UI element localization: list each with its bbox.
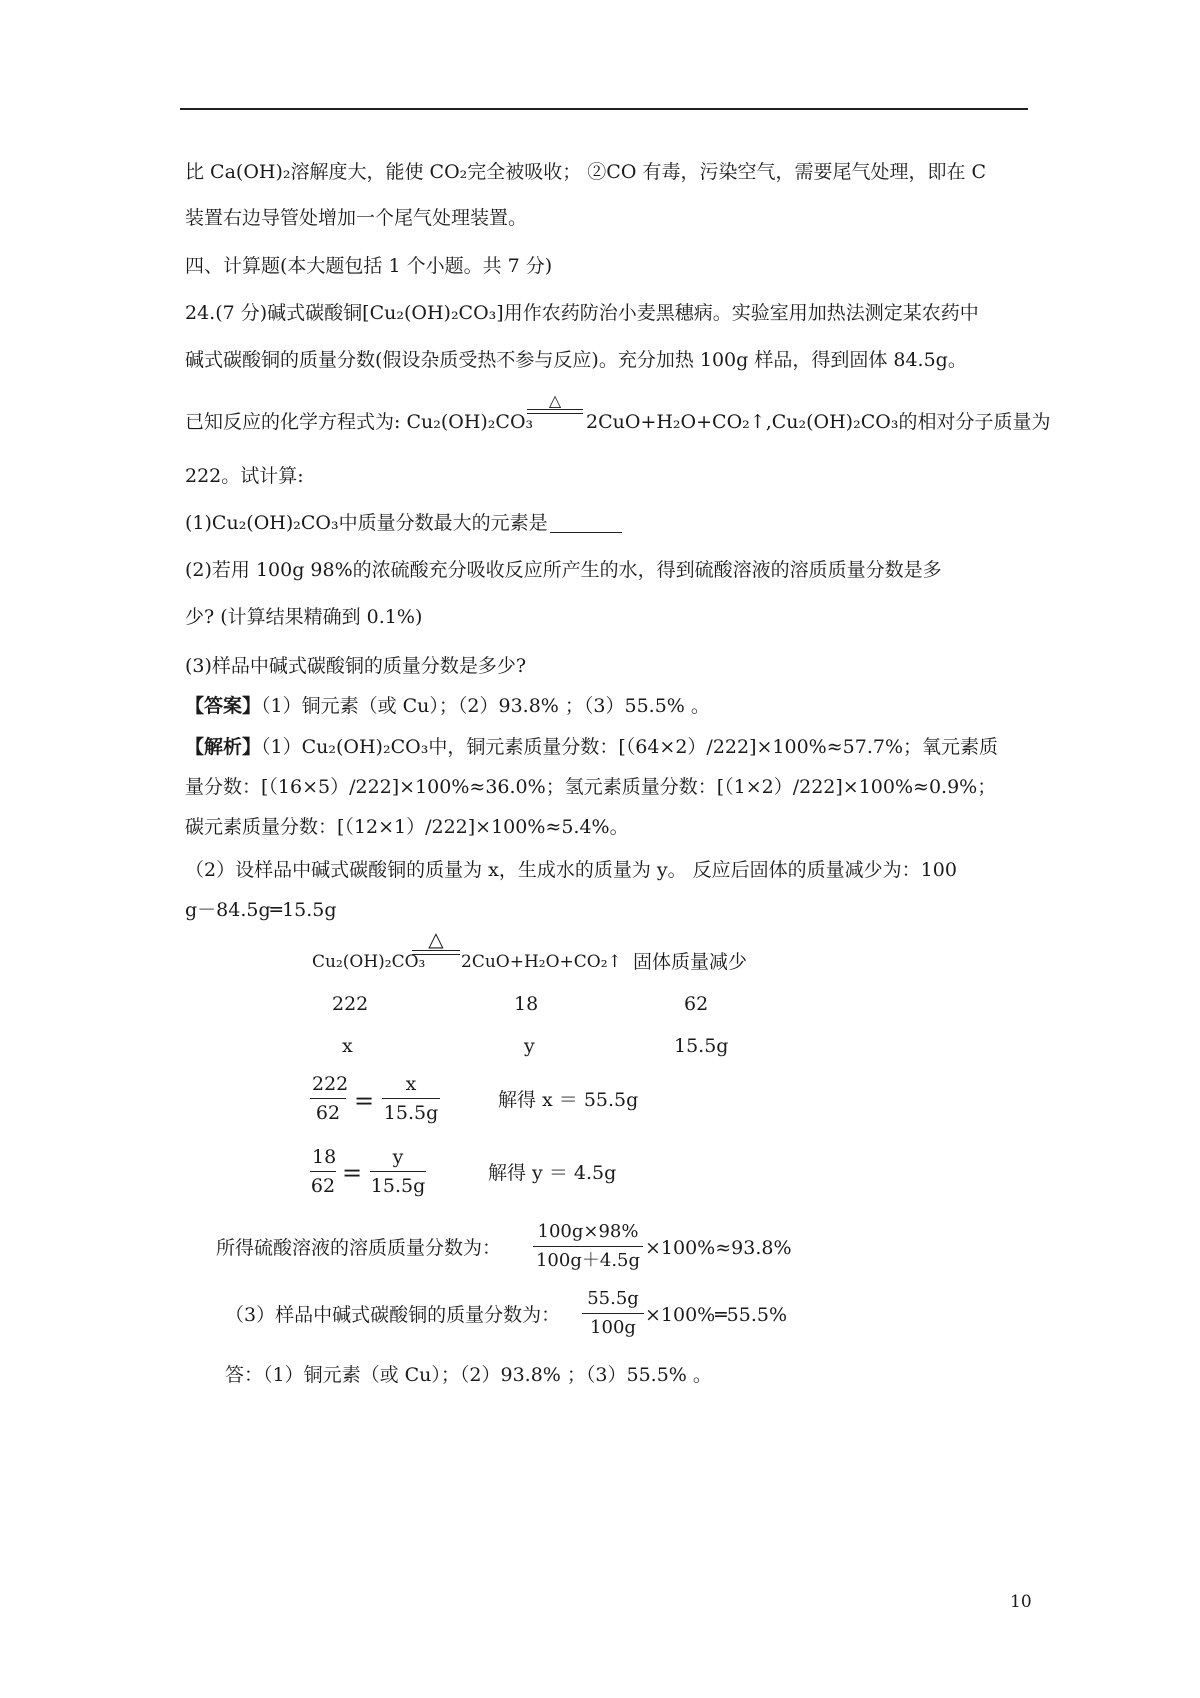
solution-text: 解得 x ＝ 55.5g (498, 1089, 639, 1111)
numerator: 55.5g (587, 1288, 639, 1309)
answer-line (185, 694, 710, 718)
final-answer: 答：（1）铜元素（或 Cu）；（2）93.8% ；（3）55.5% 。 (225, 1364, 712, 1386)
sub-question-1 (185, 511, 622, 535)
text-line: 碱式碳酸铜的质量分数(假设杂质受热不参与反应)。充分加热 100g 样品，得到固体 84.5g。 (185, 349, 967, 371)
text-line: g－84.5g═15.5g (185, 899, 337, 921)
equation-rest: 2CuO+H₂O+CO₂↑,Cu₂(OH)₂CO₃的相对分子质量为 (586, 411, 1051, 433)
fraction (382, 1072, 440, 1125)
text-line: 装置右边导管处增加一个尾气处理装置。 (185, 207, 528, 229)
calc-equation-right: 2CuO+H₂O+CO₂↑ (461, 952, 622, 972)
numerator: y (392, 1146, 404, 1168)
analysis-line (185, 735, 998, 759)
part3-result: ×100%═55.5% (645, 1304, 788, 1326)
text-line: 少? (计算结果精确到 0.1%) (185, 606, 423, 628)
calc-value: 222 (332, 993, 369, 1015)
calc-equation-note: 固体质量减少 (633, 951, 748, 973)
analysis-text: （1）Cu₂(OH)₂CO₃中，铜元素质量分数：[（64×2）/222]×100%≈57.7%；氧元素质 (261, 736, 999, 758)
answer-text: （1）铜元素（或 Cu）；（2）93.8% ；（3）55.5% 。 (261, 695, 710, 717)
numerator: x (405, 1073, 417, 1095)
calc-value: x (342, 1035, 353, 1057)
delta-symbol: △ (548, 391, 562, 410)
heating-condition-arrow (412, 927, 460, 955)
calc-value: y (524, 1035, 535, 1057)
denominator: 62 (310, 1098, 346, 1125)
text-line: 比 Ca(OH)₂溶解度大，能使 CO₂完全被吸收； ②CO 有毒，污染空气，需要尾气处理，即在 C (185, 161, 987, 183)
acid-result: ×100%≈93.8% (645, 1237, 792, 1259)
fraction (310, 1072, 349, 1125)
fraction (310, 1145, 336, 1198)
fraction (533, 1220, 643, 1273)
sub-question-2: (2)若用 100g 98%的浓硫酸充分吸收反应所产生的水，得到硫酸溶液的溶质质量分数是多 (185, 559, 942, 581)
text-line: 量分数：[（16×5）/222]×100%≈36.0%；氢元素质量分数：[（1×2）/222]×100%≈0.9%； (185, 776, 997, 798)
calc-value: 62 (684, 993, 709, 1015)
section-heading: 四、计算题(本大题包括 1 个小题。共 7 分) (185, 255, 553, 277)
answer-blank (550, 514, 622, 533)
sub-question-3: (3)样品中碱式碳酸铜的质量分数是多少? (185, 655, 527, 677)
sub-question-1-text: (1)Cu₂(OH)₂CO₃中质量分数最大的元素是 (185, 512, 548, 534)
delta-symbol: △ (428, 927, 444, 951)
numerator: 18 (312, 1146, 337, 1168)
calc-value: 15.5g (674, 1035, 729, 1057)
fraction (370, 1145, 426, 1198)
solution-text: 解得 y ＝ 4.5g (488, 1162, 617, 1184)
analysis-label: 【解析】 (185, 736, 262, 758)
header-rule (180, 108, 1028, 110)
acid-label: 所得硫酸溶液的溶质质量分数为： (216, 1237, 502, 1259)
fraction (582, 1287, 644, 1340)
denominator: 62 (310, 1171, 336, 1198)
denominator: 100g＋4.5g (533, 1246, 643, 1273)
question-24: 24.(7 分)碱式碳酸铜[Cu₂(OH)₂CO₃]用作农药防治小麦黑穗病。实验室用加热法测定某农药中 (185, 302, 979, 324)
denominator: 15.5g (370, 1171, 426, 1198)
text-line: （2）设样品中碱式碳酸铜的质量为 x，生成水的质量为 y。 反应后固体的质量减少为：100 (185, 859, 957, 881)
equals-sign: = (354, 1087, 375, 1115)
equals-sign: = (342, 1159, 363, 1187)
equation-intro: 已知反应的化学方程式为: Cu₂(OH)₂CO₃ (185, 411, 534, 433)
text-line: 222。试计算: (185, 465, 304, 487)
text-line: 碳元素质量分数：[（12×1）/222]×100%≈5.4%。 (185, 816, 629, 838)
calc-equation-left: Cu₂(OH)₂CO₃ (312, 952, 426, 972)
numerator: 222 (312, 1073, 349, 1095)
calc-value: 18 (514, 993, 539, 1015)
page-number: 10 (1010, 1592, 1032, 1612)
part3-label: （3）样品中碱式碳酸铜的质量分数为： (225, 1304, 561, 1326)
answer-label: 【答案】 (185, 695, 262, 717)
denominator: 100g (582, 1313, 644, 1340)
denominator: 15.5g (382, 1098, 440, 1125)
numerator: 100g×98% (537, 1221, 639, 1242)
heating-condition-arrow (527, 393, 583, 414)
